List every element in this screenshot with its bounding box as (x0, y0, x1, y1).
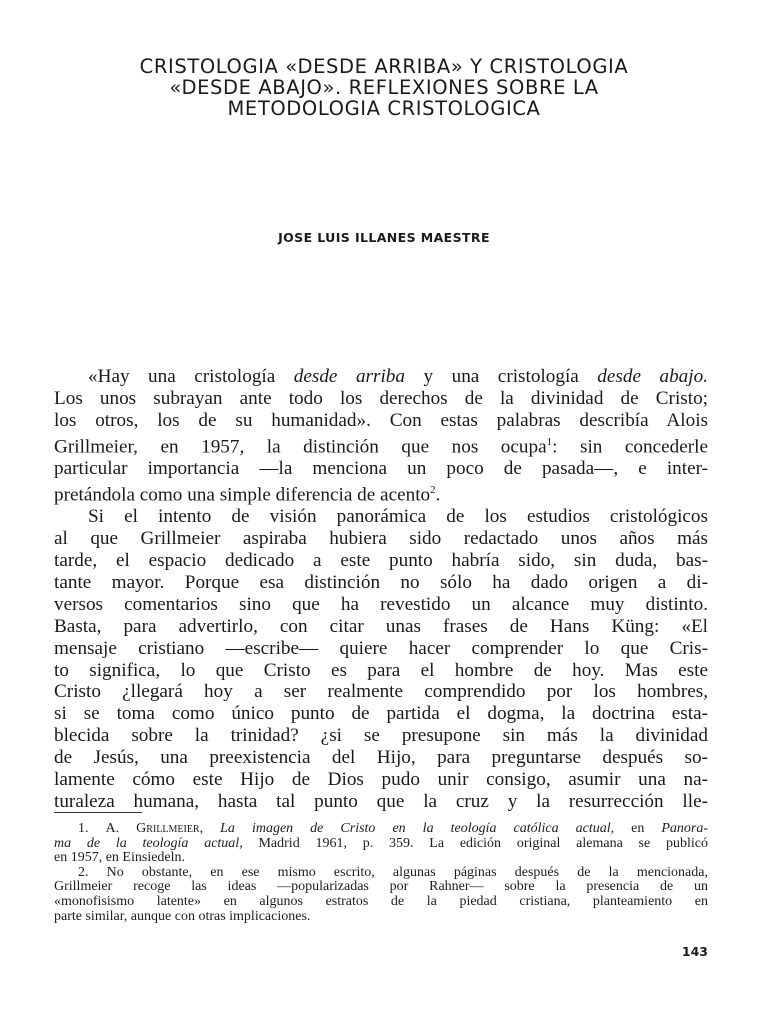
italic-text: La imagen de Cristo en la teología católica actual, (220, 821, 615, 836)
title-line: «DESDE ABAJO». REFLEXIONES SOBRE LA (169, 76, 599, 99)
body-line: versos comentarios sino que ha revestido un alcance muy distinto. (54, 593, 708, 615)
text-span: en (614, 821, 662, 836)
body-line (54, 480, 708, 506)
body-line: mensaje cristiano —escribe— quiere hacer comprender lo que Cris- (54, 637, 708, 659)
italic-text: desde arriba (293, 366, 405, 387)
text-span: Madrid 1961, p. 359. La edición original alemana se publicó (242, 835, 708, 851)
body-line: Cristo ¿llegará hoy a ser realmente comprendido por los hombres, (54, 681, 708, 703)
footnote-marker: 2 (430, 483, 436, 496)
title-line: CRISTOLOGIA «DESDE ARRIBA» Y CRISTOLOGIA (139, 55, 629, 78)
footnote-line (54, 837, 708, 852)
footnote-line: en 1957, en Einsiedeln. (54, 850, 186, 866)
footnote-line: Grillmeier recoge las ideas —popularizadas por Rahner— sobre la presencia de un (54, 879, 708, 895)
text-span: «Hay una cristología (88, 366, 294, 387)
body-line: blecida sobre la trinidad? ¿si se presupone sin más la divinidad (54, 725, 708, 747)
author-name: JOSE LUIS ILLANES MAESTRE (278, 230, 490, 245)
italic-text: ma de la teología actual, (54, 835, 243, 851)
footnote-marker: 1 (546, 435, 553, 448)
footnote-author: A. Grillmeier, (105, 821, 204, 836)
body-line: si se toma como único punto de partida el dogma, la doctrina esta- (54, 703, 708, 725)
footnote-number: 1. (78, 821, 89, 836)
text-span: . (435, 484, 441, 506)
text-span: Grillmeier, en 1957, la distinción que nos ocupa (54, 436, 547, 458)
footnote-line (54, 822, 708, 837)
page-number: 143 (681, 944, 708, 959)
text-span: pretándola como una simple diferencia de acento (54, 484, 431, 506)
body-text (54, 366, 708, 813)
title-line: METODOLOGIA CRISTOLOGICA (227, 97, 541, 120)
footnote-divider (54, 812, 142, 813)
body-line: turaleza humana, hasta tal punto que la cruz y la resurrección lle- (54, 791, 708, 812)
italic-text: desde abajo. (597, 366, 708, 387)
article-title (60, 56, 708, 119)
body-line: los otros, los de su humanidad». Con estas palabras describía Alois (54, 409, 708, 431)
body-line: tante mayor. Porque esa distinción no sólo ha dado origen a di- (54, 571, 708, 593)
body-line: particular importancia —la menciona un poco de pasada—, e inter- (54, 458, 708, 480)
footnotes (54, 822, 708, 924)
body-line: al que Grillmeier aspiraba hubiera sido redactado unos años más (54, 528, 708, 550)
body-line: Los unos subrayan ante todo los derechos de la divinidad de Cristo; (54, 387, 708, 409)
body-line (54, 432, 708, 458)
body-line: de Jesús, una preexistencia del Hijo, para preguntarse después so- (54, 747, 708, 769)
text-span: y una cristología (405, 366, 598, 387)
body-line: lamente cómo este Hijo de Dios pudo unir consigo, asumir una na- (54, 769, 708, 791)
italic-text: Panora- (661, 821, 709, 836)
text-span: : sin concederle (552, 436, 708, 458)
body-line: to significa, lo que Cristo es para el hombre de hoy. Mas este (54, 659, 708, 681)
body-line: tarde, el espacio dedicado a este punto habría sido, sin duda, bas- (54, 550, 708, 572)
footnote-line: 2. No obstante, en ese mismo escrito, algunas páginas después de la mencionada, (78, 864, 708, 880)
body-line: Si el intento de visión panorámica de los estudios cristológicos (88, 506, 708, 528)
footnote-line: parte similar, aunque con otras implicaciones. (54, 908, 311, 924)
footnote-line: «monofisismo latente» en algunos estratos de la piedad cristiana, planteamiento en (54, 893, 708, 909)
body-line: Basta, para advertirlo, con citar unas frases de Hans Küng: «El (54, 615, 708, 637)
body-line (54, 366, 708, 388)
